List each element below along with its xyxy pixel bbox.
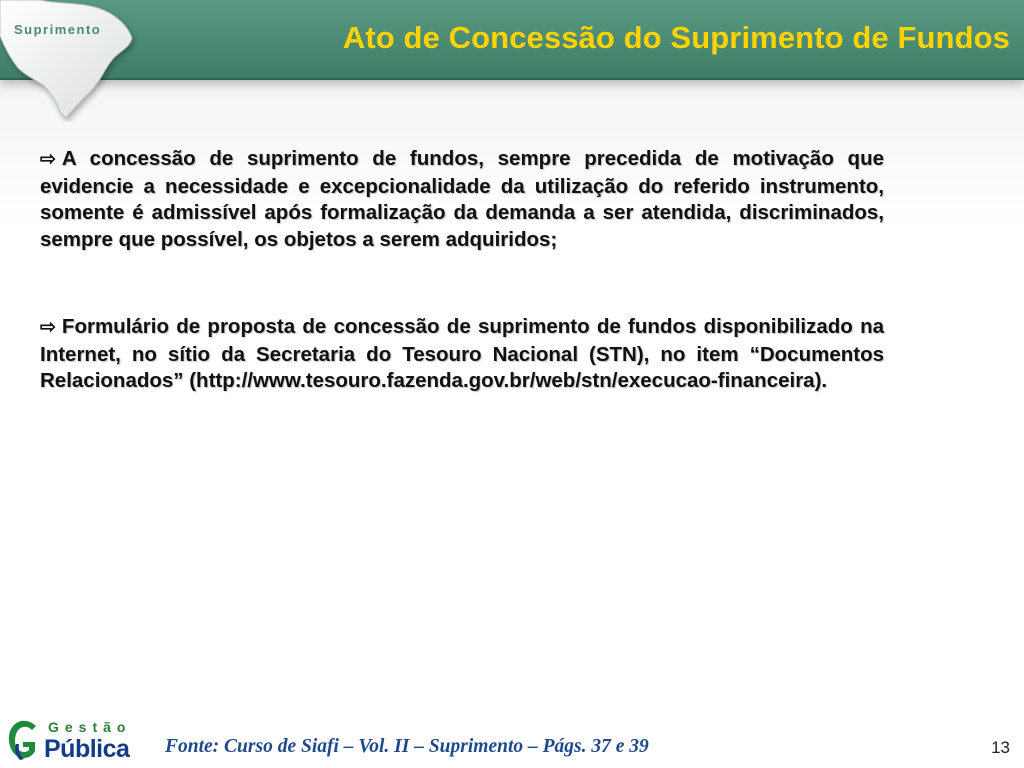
logo-text-gestao: Gestão — [48, 719, 132, 735]
bullet-item-1 — [40, 146, 884, 253]
suprimento-logo-text: Suprimento — [14, 22, 102, 37]
brazil-map-icon — [0, 0, 140, 122]
bullet-item-2 — [40, 314, 884, 395]
slide-title: Ato de Concessão do Suprimento de Fundos — [342, 20, 1010, 55]
source-citation: Fonte: Curso de Siafi – Vol. II – Suprimento – Págs. 37 e 39 — [165, 736, 649, 757]
page-number: 13 — [991, 738, 1010, 757]
g-emblem-icon — [6, 720, 40, 762]
logo-text-publica: Pública — [44, 735, 130, 763]
header-bar — [0, 0, 1024, 80]
gestao-publica-logo — [6, 718, 136, 766]
arrow-bullet-icon: ⇨ — [40, 317, 56, 338]
bullet-text-1: A concessão de suprimento de fundos, sempre precedida de motivação que evidencie a necessidade e excepcionalidade da utilização do referido instrumento, somente é admissível após formalização da demanda a ser atendida, discriminados, sempre que possível, os objetos a serem adquiridos; — [40, 147, 884, 251]
suprimento-logo — [0, 0, 140, 122]
slide-body — [40, 146, 884, 395]
arrow-bullet-icon: ⇨ — [40, 149, 56, 170]
bullet-text-2: Formulário de proposta de concessão de suprimento de fundos disponibilizado na Internet, no sítio da Secretaria do Tesouro Nacional (STN), no item “Documentos Relacionados” (http://www.tesouro.fazenda.gov.br/web/stn/execucao-financeira). — [40, 315, 884, 392]
